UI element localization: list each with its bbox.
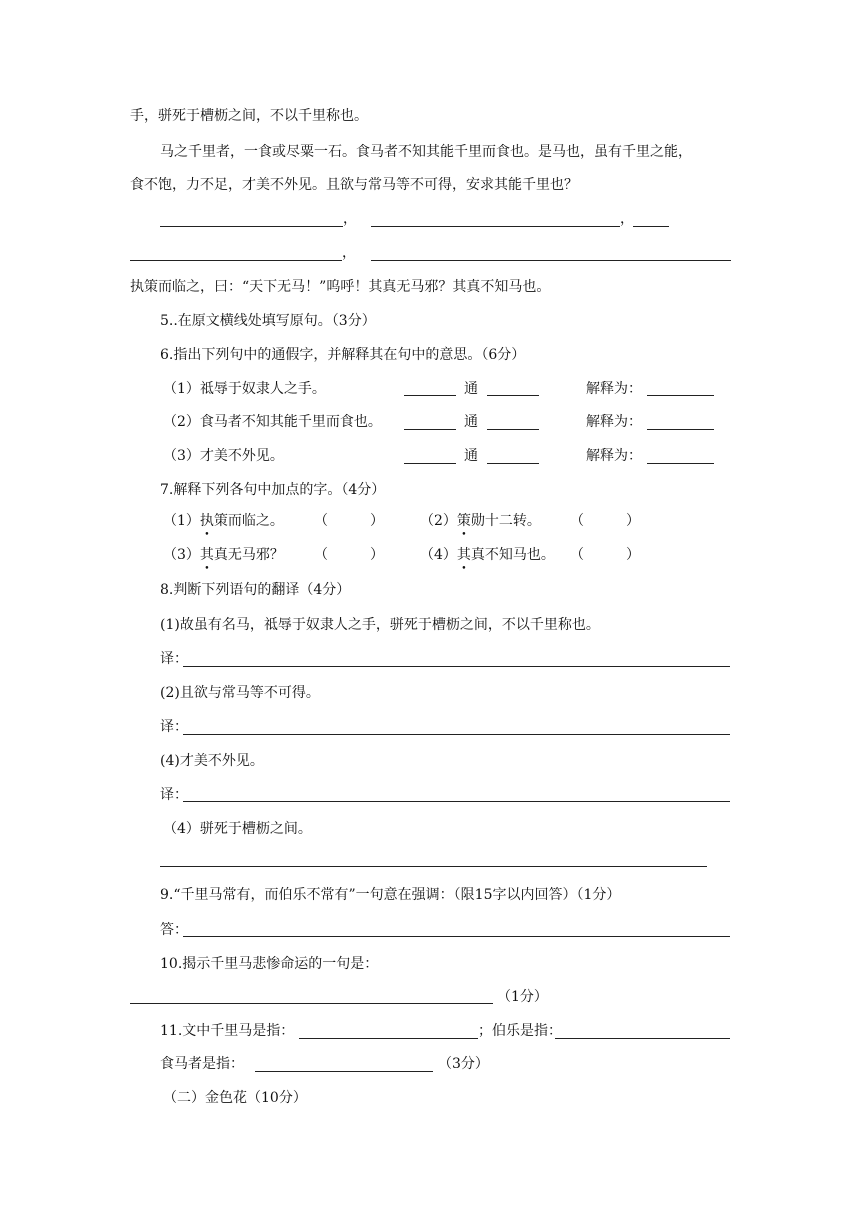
answer-paren[interactable]: （ ） [570, 513, 640, 529]
section-heading: （二）金色花（10分） [163, 1090, 307, 1106]
q6-blank-char[interactable] [404, 429, 456, 430]
translate-label: 译： [160, 719, 188, 735]
fill-blank[interactable] [160, 226, 343, 227]
q6-blank-char[interactable] [404, 463, 456, 464]
dotted-char: 执 [199, 513, 214, 529]
tong-label: 通 [464, 448, 478, 464]
q7-item-1 [163, 512, 284, 530]
q7-item-3 [163, 546, 284, 564]
q6-item-1: （1）祗辱于奴隶人之手。 [163, 381, 326, 397]
answer-line[interactable] [130, 1003, 493, 1004]
q8-sentence-4: （4）骈死于槽枥之间。 [163, 821, 312, 837]
dotted-char: 其 [456, 547, 471, 563]
translation-line[interactable] [183, 734, 730, 735]
comma: ， [342, 245, 356, 261]
q6-blank-tongjia[interactable] [487, 429, 539, 430]
explain-label: 解释为： [586, 381, 642, 397]
q8-sentence-3: (4)才美不外见。 [160, 753, 264, 769]
answer-paren[interactable]: （ ） [570, 547, 640, 563]
passage-line: 手，骈死于槽枥之间，不以千里称也。 [130, 108, 368, 124]
q6-blank-meaning[interactable] [647, 429, 714, 430]
q6-item-2: （2）食马者不知其能千里而食也。 [163, 414, 382, 430]
question-10-title: 10.揭示千里马悲惨命运的一句是： [160, 956, 379, 972]
q7-item-4 [420, 546, 555, 564]
fill-blank[interactable] [130, 260, 342, 261]
q7-item-2 [420, 512, 541, 530]
answer-paren[interactable]: （ ） [314, 547, 384, 563]
question-11-a: 11.文中千里马是指： [160, 1023, 295, 1039]
tong-label: 通 [464, 381, 478, 397]
item-text: 真无马邪？ [213, 547, 284, 563]
translation-line[interactable] [183, 666, 730, 667]
translation-line[interactable] [160, 866, 707, 867]
item-number: （4） [420, 547, 457, 563]
answer-line[interactable] [255, 1071, 433, 1072]
answer-label: 答： [160, 922, 188, 938]
answer-paren[interactable]: （ ） [314, 513, 384, 529]
answer-line[interactable] [299, 1038, 478, 1039]
question-9-title: 9.“千里马常有，而伯乐不常有”一句意在强调：（限15字以内回答）（1分） [160, 887, 621, 903]
question-11-c: 食马者是指： [160, 1056, 244, 1072]
question-6-title: 6.指出下列句中的通假字，并解释其在句中的意思。（6分） [160, 347, 526, 363]
question-11-b: ；伯乐是指： [478, 1023, 562, 1039]
item-text: 策而临之。 [213, 513, 284, 529]
passage-line: 执策而临之，曰：“天下无马！”呜呼！其真无马邪？其真不知马也。 [130, 279, 551, 295]
translate-label: 译： [160, 651, 188, 667]
score-label: （1分） [497, 989, 548, 1005]
fill-blank[interactable] [371, 260, 731, 261]
q6-blank-tongjia[interactable] [487, 463, 539, 464]
comma: ， [343, 211, 357, 227]
translation-line[interactable] [183, 801, 730, 802]
passage-line: 马之千里者，一食或尽粟一石。食马者不知其能千里而食也。是马也，虽有千里之能， [160, 144, 692, 160]
score-label: （3分） [438, 1056, 489, 1072]
question-8-title: 8.判断下列语句的翻译（4分） [160, 582, 351, 598]
q6-blank-meaning[interactable] [647, 463, 714, 464]
passage-line: 食不饱，力不足，才美不外见。且欲与常马等不可得，安求其能千里也？ [130, 177, 578, 193]
tong-label: 通 [464, 414, 478, 430]
fill-blank[interactable] [371, 226, 620, 227]
q6-blank-tongjia[interactable] [487, 395, 539, 396]
q8-sentence-1: (1)故虽有名马，祗辱于奴隶人之手，骈死于槽枥之间，不以千里称也。 [160, 617, 600, 633]
q6-blank-char[interactable] [404, 395, 456, 396]
dotted-char: 其 [199, 547, 214, 563]
item-text: 真不知马也。 [470, 547, 555, 563]
q6-blank-meaning[interactable] [647, 395, 714, 396]
translate-label: 译： [160, 787, 188, 803]
fill-blank[interactable] [633, 226, 669, 227]
item-number: （2） [420, 513, 457, 529]
item-number: （1） [163, 513, 200, 529]
q8-sentence-2: (2)且欲与常马等不可得。 [160, 685, 320, 701]
item-number: （3） [163, 547, 200, 563]
answer-line[interactable] [555, 1038, 730, 1039]
answer-line[interactable] [183, 936, 730, 937]
comma: ， [620, 211, 634, 227]
explain-label: 解释为： [586, 414, 642, 430]
explain-label: 解释为： [586, 448, 642, 464]
question-7-title: 7.解释下列各句中加点的字。（4分） [160, 482, 386, 498]
item-text: 勋十二转。 [470, 513, 541, 529]
dotted-char: 策 [456, 513, 471, 529]
q6-item-3: （3）才美不外见。 [163, 448, 284, 464]
question-5: 5..在原文横线处填写原句。（3分） [160, 313, 376, 329]
